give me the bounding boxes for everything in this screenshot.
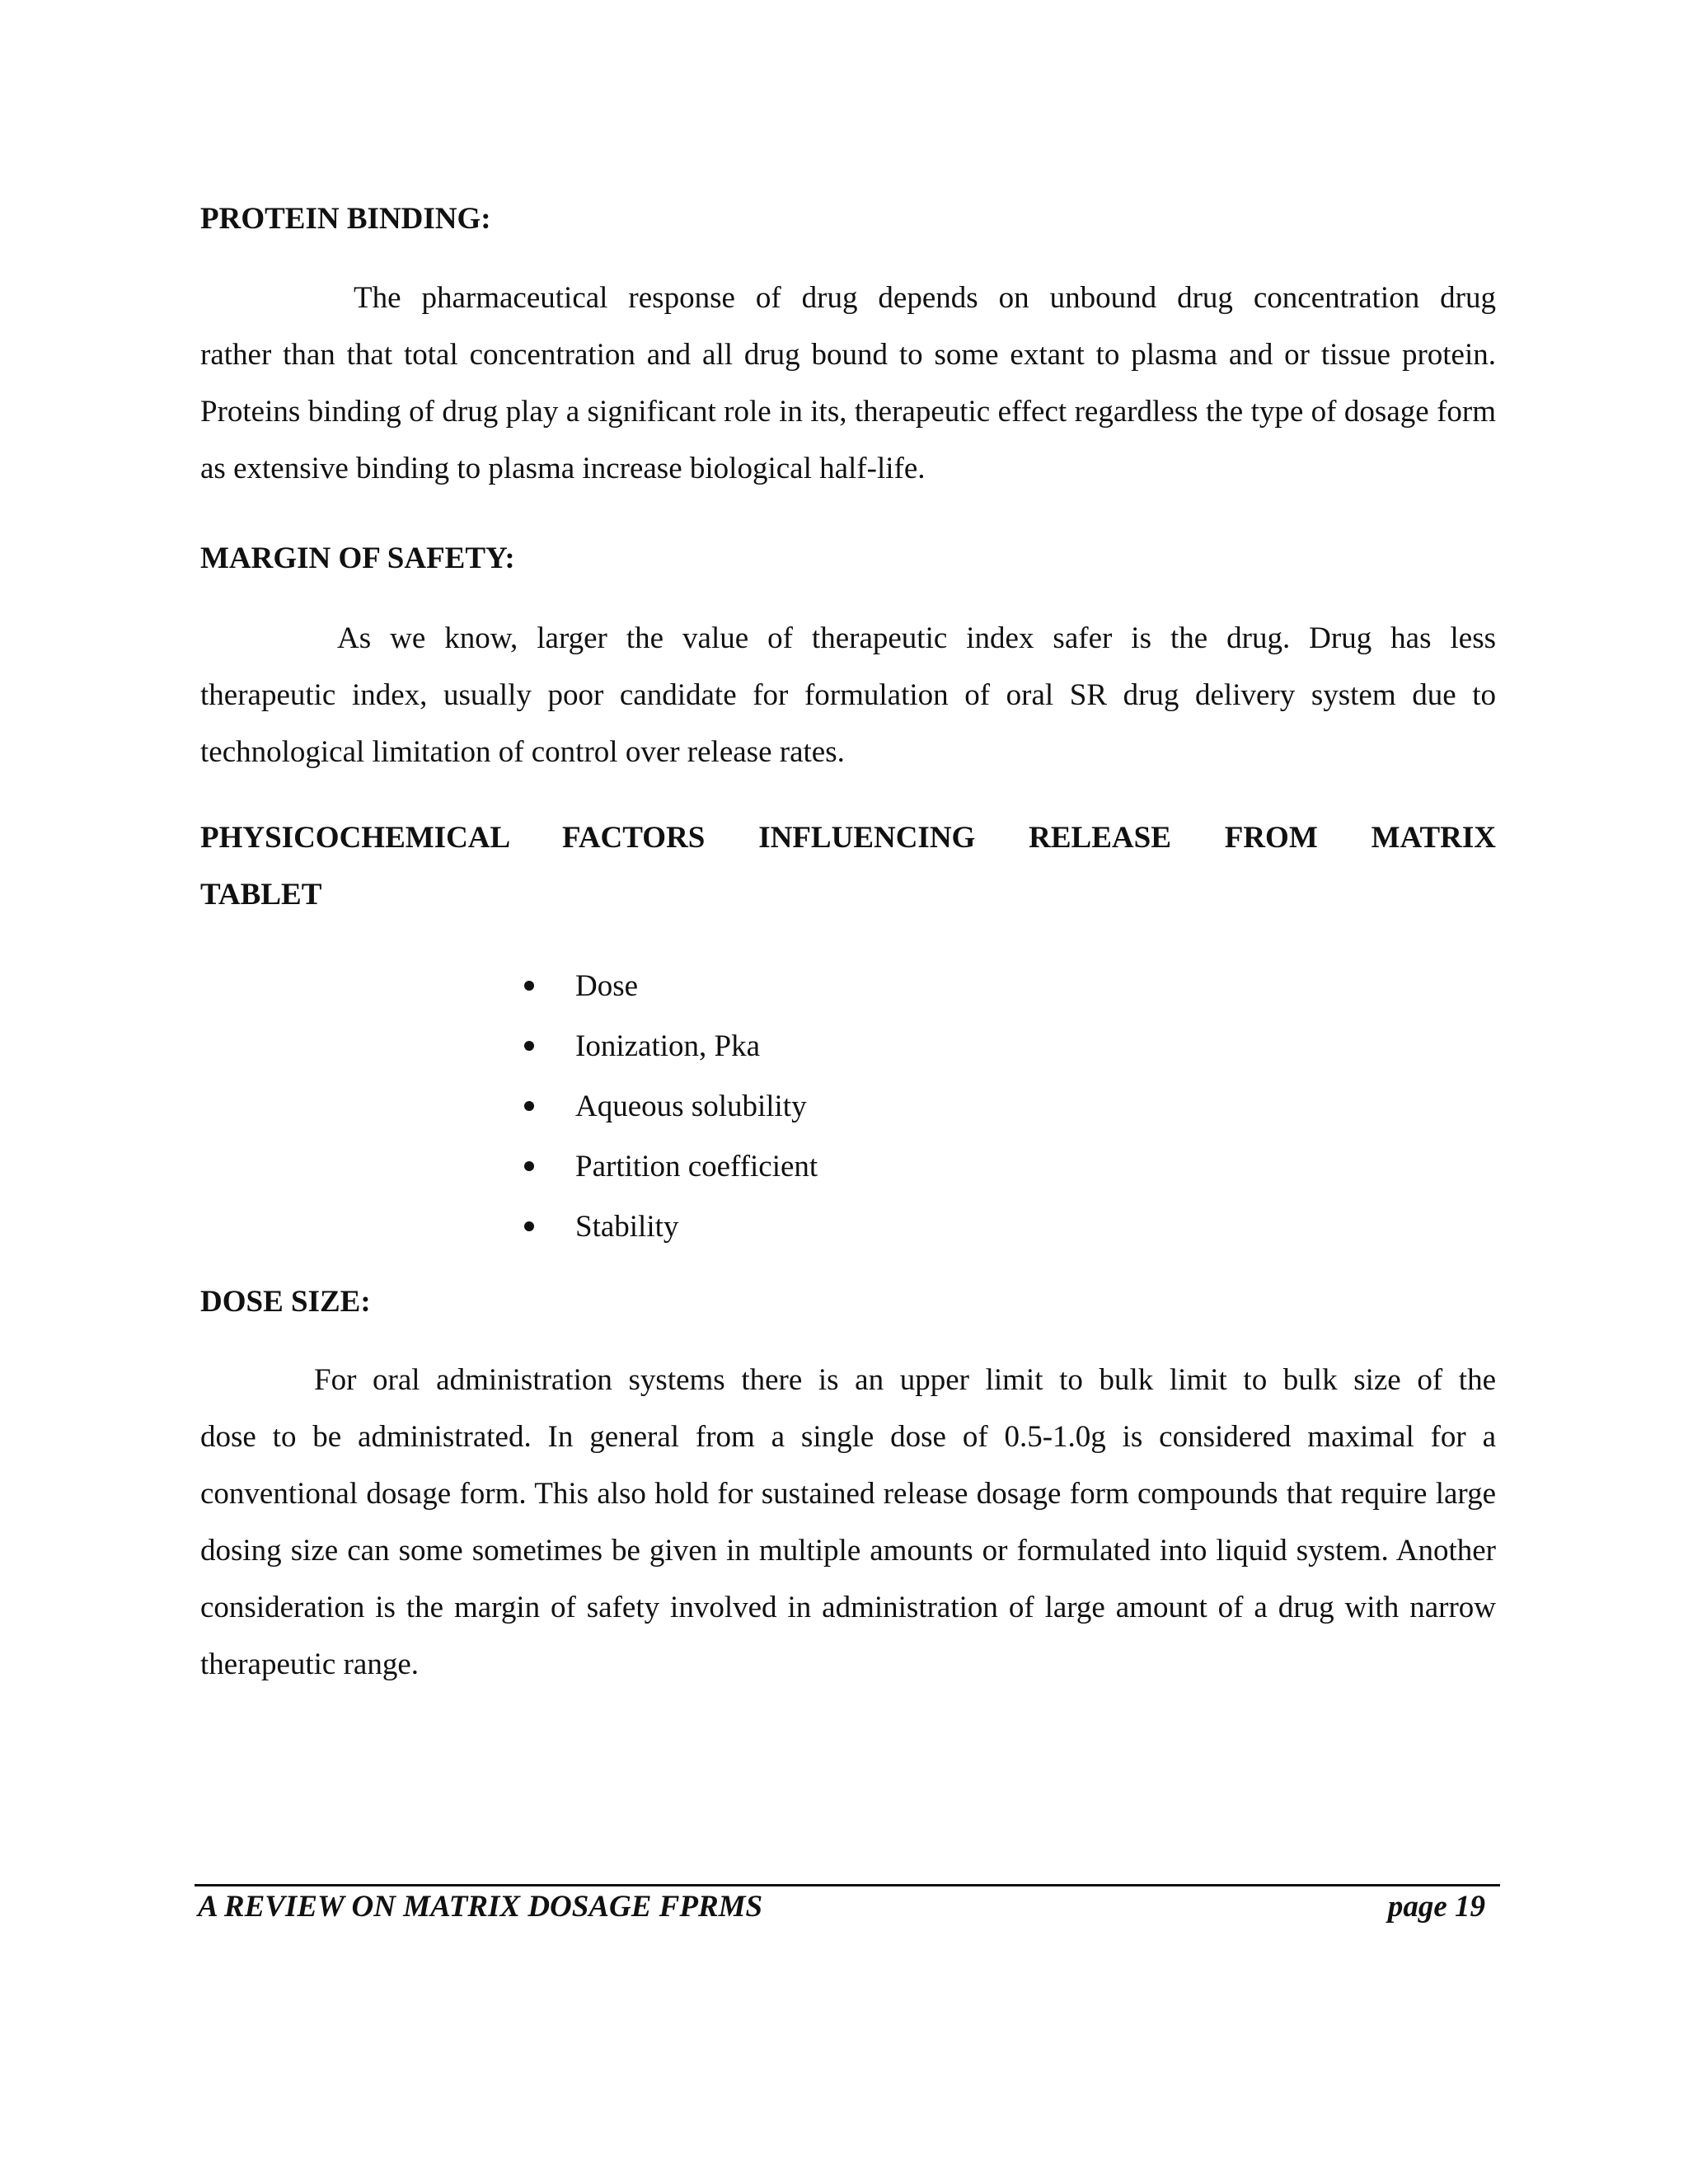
footer-divider	[195, 1884, 1500, 1886]
paragraph-body: therapeutic index, usually poor candidate for formulation of oral SR drug delivery system due to technological limitation of control over release rates.	[200, 678, 1496, 769]
paragraph-body: dose to be administrated. In general from a single dose of 0.5-1.0g is considered maximal for a conventional dosage form. This also hold for sustained release dosage form compounds that require large dosing size can some sometimes be given in multiple amounts or formulated into liquid system. Another consideration is the margin of safety involved in administration of large amount of a drug with narrow therapeutic range.	[200, 1420, 1496, 1681]
list-item	[519, 1016, 818, 1076]
footer-title: A REVIEW ON MATRIX DOSAGE FPRMS	[198, 1890, 763, 1924]
paragraph-protein-binding	[200, 269, 1496, 497]
paragraph-margin-of-safety	[200, 610, 1496, 780]
paragraph-dose-size	[200, 1352, 1496, 1693]
factor-list	[519, 956, 818, 1257]
list-item	[519, 956, 818, 1016]
bullet-icon	[524, 981, 534, 991]
section-heading-protein-binding: PROTEIN BINDING:	[200, 202, 491, 236]
list-item-label: Dose	[575, 969, 639, 1003]
list-item	[519, 1076, 818, 1137]
bullet-icon	[524, 1041, 534, 1051]
paragraph-first-line: As we know, larger the value of therapeutic index safer is the drug. Drug has less	[337, 621, 1496, 655]
bullet-icon	[524, 1161, 534, 1171]
list-item	[519, 1137, 818, 1197]
list-item-label: Stability	[575, 1210, 679, 1244]
bullet-icon	[524, 1221, 534, 1231]
list-item	[519, 1197, 818, 1257]
heading-line-1: PHYSICOCHEMICAL FACTORS INFLUENCING RELEASE FROM MATRIX	[200, 821, 1496, 855]
section-heading-margin-of-safety: MARGIN OF SAFETY:	[200, 541, 515, 575]
paragraph-body: rather than that total concentration and all drug bound to some extant to plasma and or tissue protein. Proteins binding of drug play a significant role in its, therapeutic effect regardless the type of dosage form as extensive binding to plasma increase biological half-life.	[200, 338, 1496, 485]
paragraph-first-line: For oral administration systems there is an upper limit to bulk limit to bulk size of the	[314, 1363, 1496, 1397]
page-number: page 19	[1387, 1890, 1485, 1924]
heading-line-2: TABLET	[200, 878, 322, 912]
list-item-label: Aqueous solubility	[575, 1090, 807, 1123]
list-item-label: Partition coefficient	[575, 1150, 818, 1183]
paragraph-first-line: The pharmaceutical response of drug depends on unbound drug concentration drug	[354, 281, 1496, 315]
bullet-icon	[524, 1101, 534, 1111]
list-item-label: Ionization, Pka	[575, 1029, 761, 1063]
section-heading-physicochemical	[200, 809, 1496, 923]
section-heading-dose-size: DOSE SIZE:	[200, 1285, 371, 1319]
